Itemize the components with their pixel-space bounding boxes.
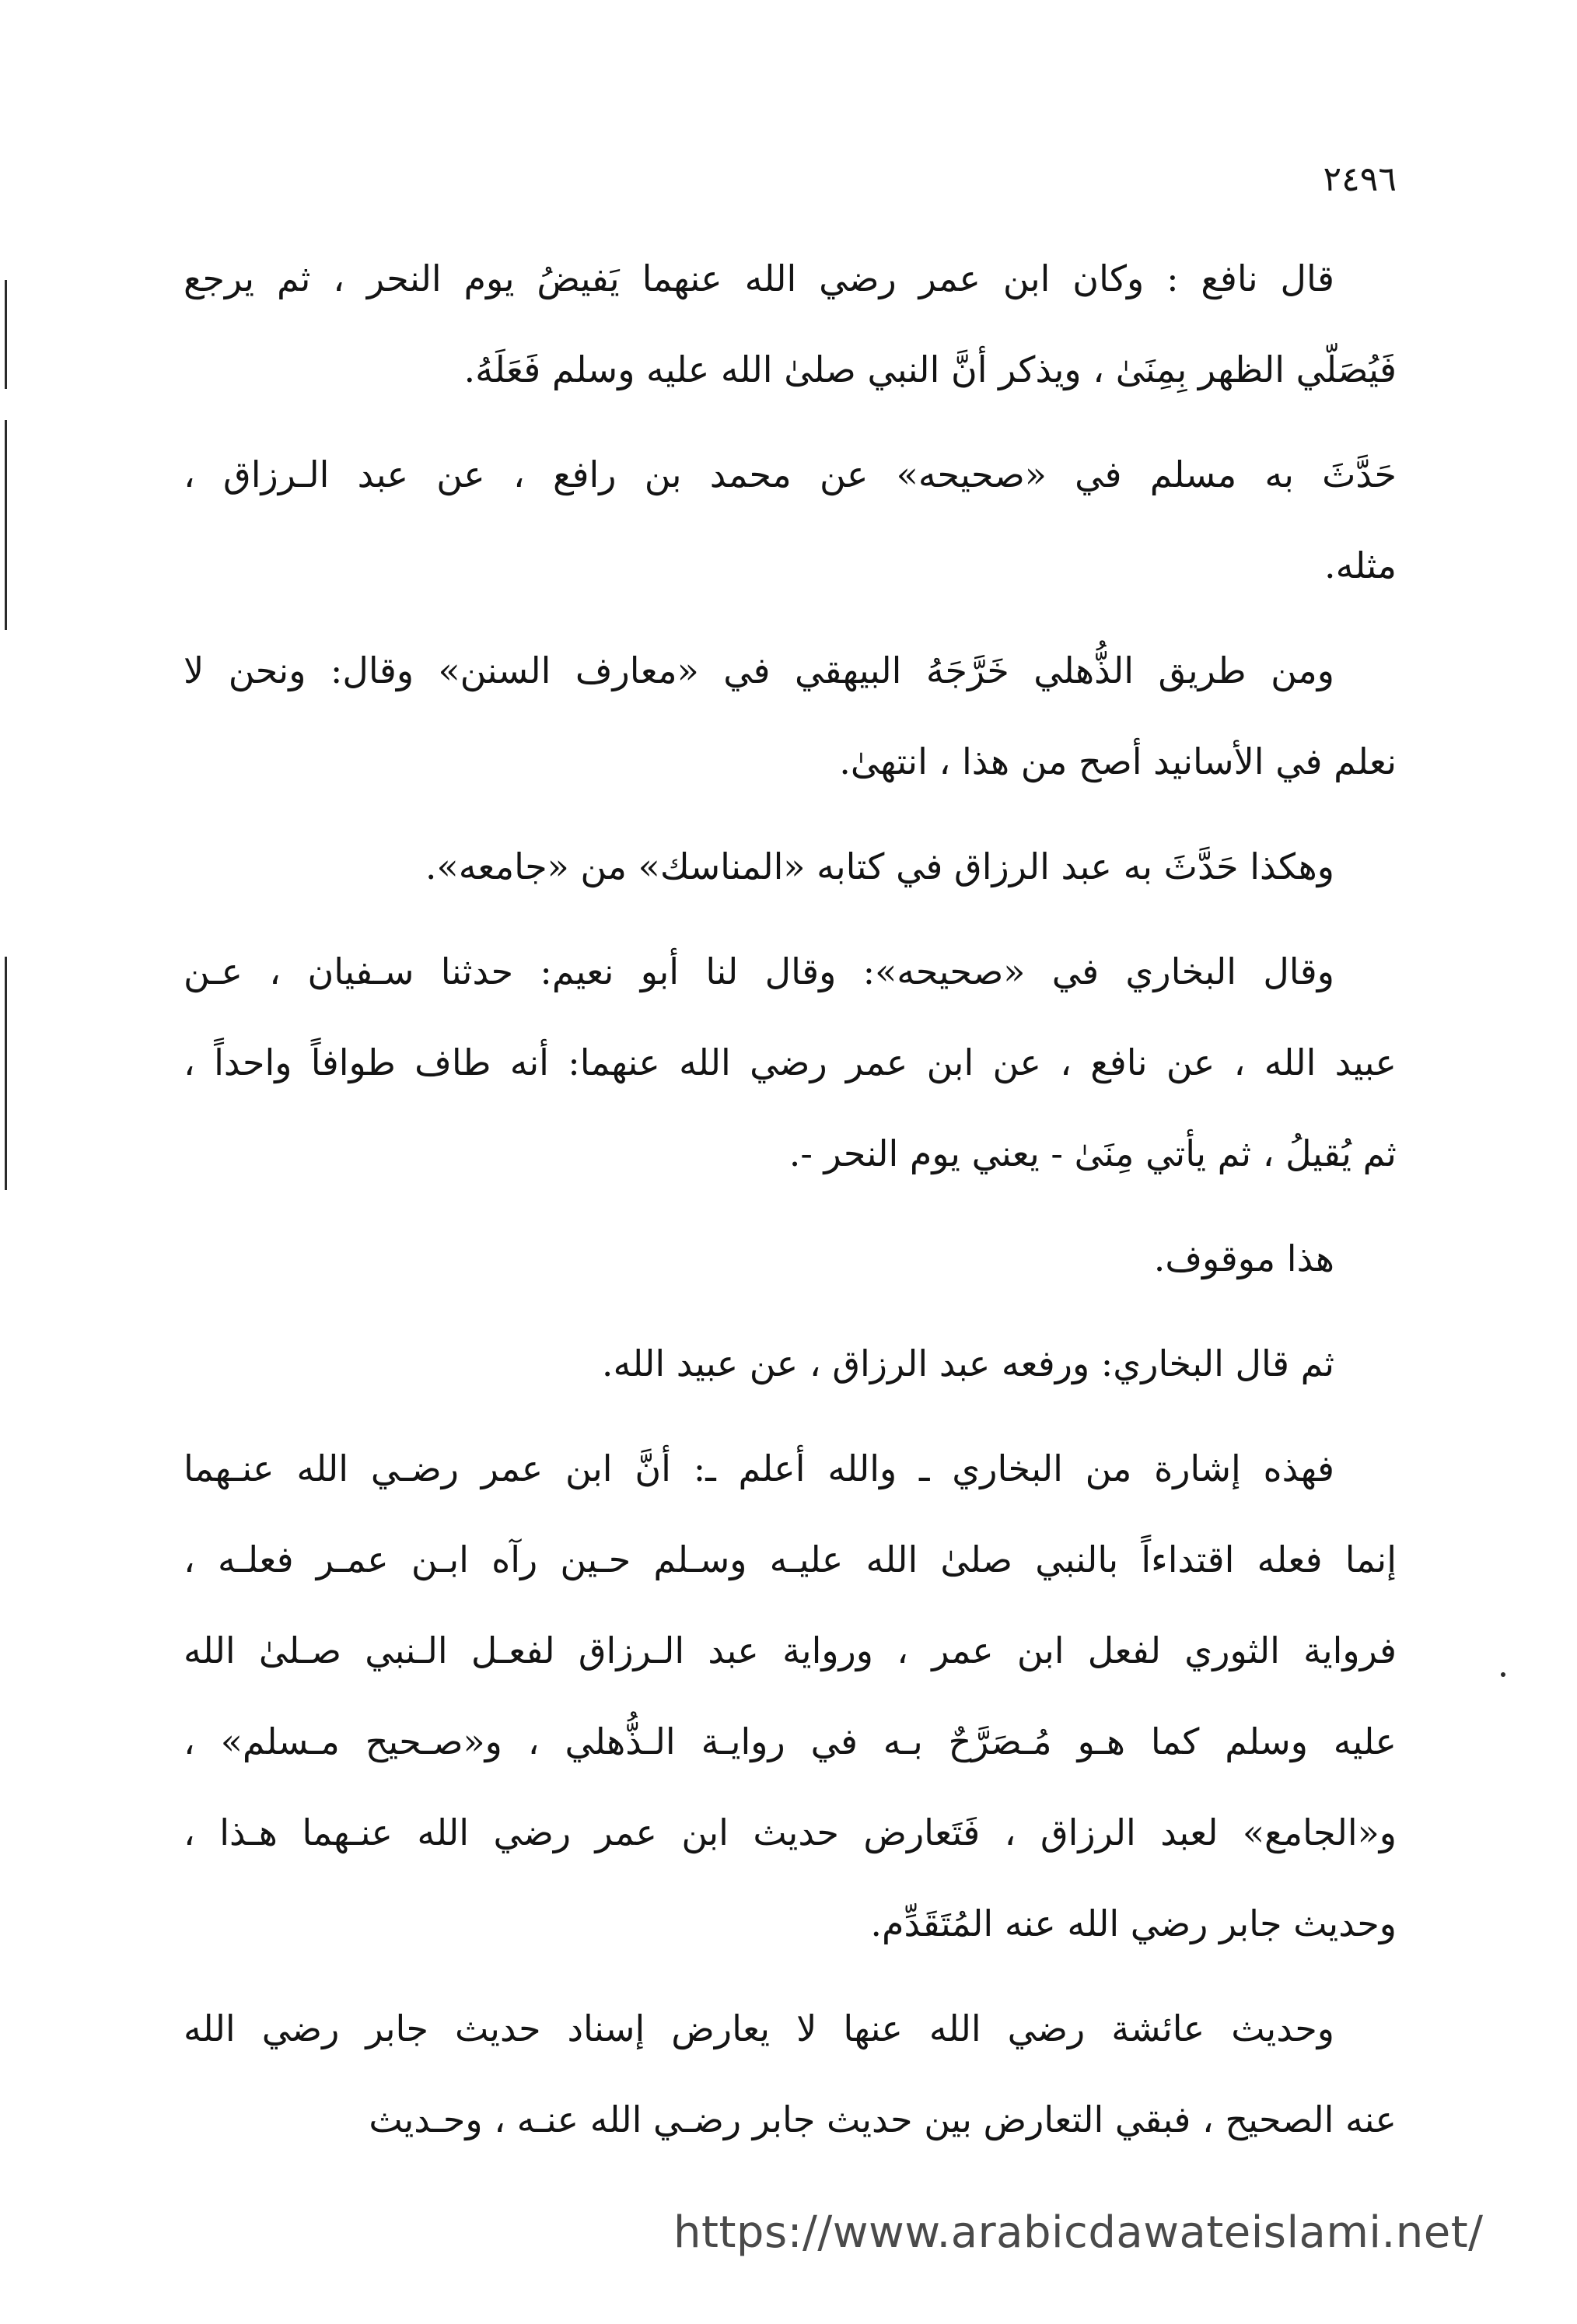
text-line: فرواية الثوري لفعل ابن عمر ، ورواية عبد الـرزاق لفعـل الـنبي صـلىٰ الله	[184, 1629, 1397, 1671]
paragraph	[184, 625, 1397, 807]
binding-mark	[5, 957, 7, 1190]
text-line: نعلم في الأسانيد أصح من هذا ، انتهىٰ.	[839, 740, 1397, 782]
text-line: وقال البخاري في «صحيحه»: وقال لنا أبو نعيم: حدثنا سـفيان ، عـن	[184, 950, 1334, 992]
text-line: حَدَّثَ به مسلم في «صحيحه» عن محمد بن رافع ، عن عبد الـرزاق ،	[184, 453, 1397, 495]
text-line: قال نافع : وكان ابن عمر رضي الله عنهما يَفيضُ يوم النحر ، ثم يرجع	[184, 257, 1334, 299]
text-line: ثم قال البخاري: ورفعه عبد الرزاق ، عن عبيد الله.	[601, 1342, 1334, 1384]
text-line: هذا موقوف.	[1153, 1237, 1334, 1279]
watermark-url: https://www.arabicdawateislami.net/	[673, 2207, 1484, 2258]
text-line: فَيُصَلّي الظهر بِمِنَىٰ ، ويذكر أنَّ النبي صلىٰ الله عليه وسلم فَعَلَهُ.	[463, 348, 1397, 390]
text-line: و«الجامع» لعبد الرزاق ، فَتَعارض حديث ابن عمر رضي الله عنـهما هـذا ،	[184, 1811, 1397, 1853]
text-line: ثم يُقيلُ ، ثم يأتي مِنَىٰ - يعني يوم النحر -.	[788, 1132, 1397, 1174]
text-line: ومن طريق الذُّهلي خَرَّجَهُ البيهقي في «معارف السنن» وقال: ونحن لا	[184, 649, 1334, 691]
text-line: عنه الصحيح ، فبقي التعارض بين حديث جابر رضـي الله عنـه ، وحـديث	[369, 2098, 1397, 2140]
paragraph	[184, 926, 1397, 1199]
page-number: ٢٤٩٦	[1323, 159, 1397, 199]
binding-mark	[5, 280, 7, 389]
paragraph	[184, 429, 1397, 611]
paragraph	[184, 233, 1397, 415]
margin-dot	[1501, 1672, 1505, 1677]
text-line: مثله.	[1323, 544, 1397, 586]
text-line: عليه وسلم كما هـو مُـصَرَّحٌ بـه في روايـة الـذُّهلي ، و«صـحيح مـسلم» ،	[184, 1720, 1397, 1762]
binding-mark	[5, 420, 7, 630]
text-line: وحديث عائشة رضي الله عنها لا يعارض إسناد حديث جابر رضي الله	[184, 2007, 1334, 2049]
paragraph	[184, 1213, 1397, 1304]
paragraph	[184, 1983, 1397, 2165]
paragraph	[184, 1423, 1397, 1969]
text-line: عبيد الله ، عن نافع ، عن ابن عمر رضي الله عنهما: أنه طاف طوافاً واحداً ،	[184, 1041, 1397, 1083]
text-line: إنما فعله اقتداءاً بالنبي صلىٰ الله عليـه وسـلم حـين رآه ابـن عمـر فعلـه ،	[184, 1538, 1397, 1580]
text-line: وحديث جابر رضي الله عنه المُتَقَدِّم.	[870, 1902, 1397, 1944]
paragraph	[184, 821, 1397, 912]
text-line: فهذه إشارة من البخاري ـ والله أعلم ـ: أنَّ ابن عمر رضـي الله عنـهما	[184, 1447, 1334, 1489]
text-line: وهكذا حَدَّثَ به عبد الرزاق في كتابه «المناسك» من «جامعه».	[425, 845, 1334, 887]
paragraph	[184, 1318, 1397, 1409]
page-body	[184, 233, 1397, 2179]
